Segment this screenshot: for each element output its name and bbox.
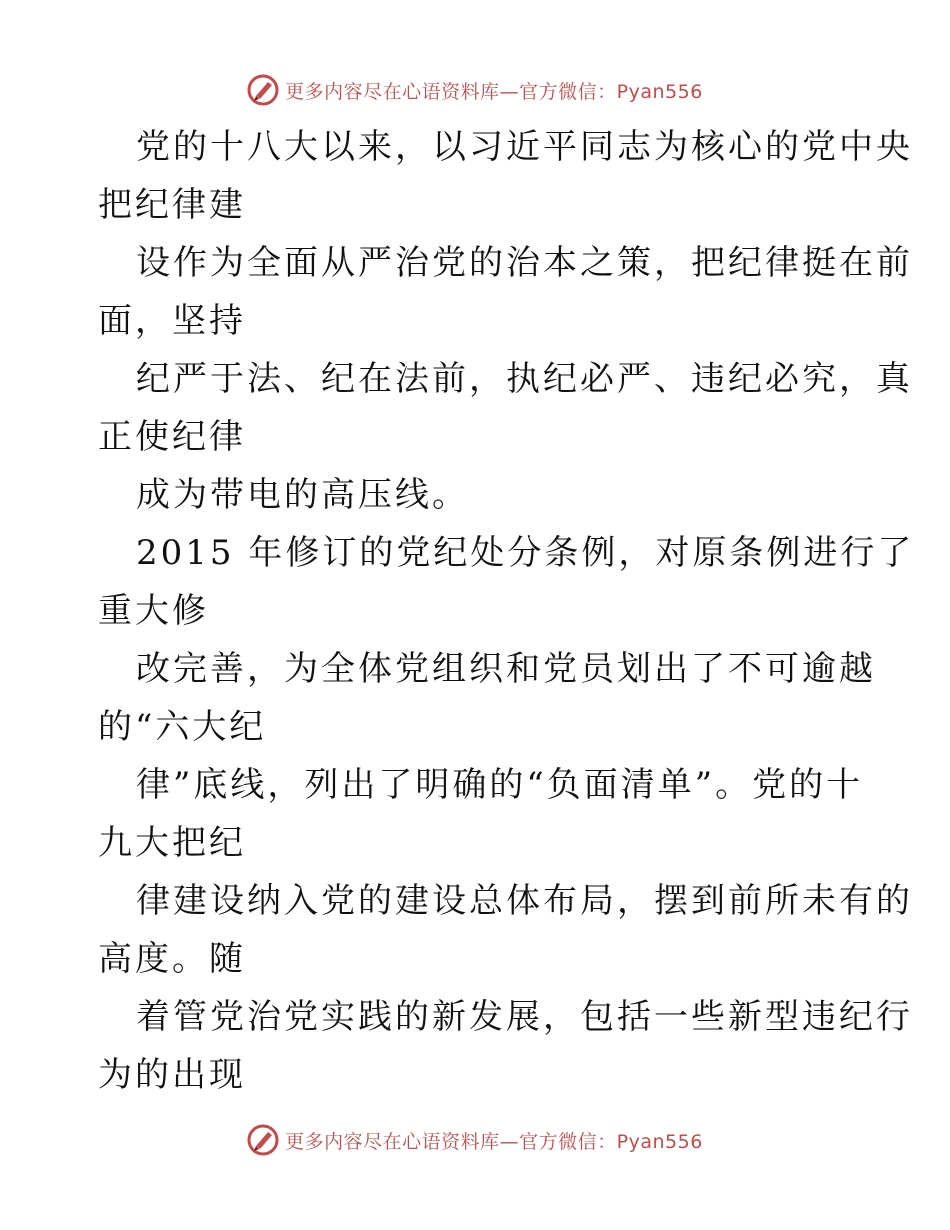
text-line: 的“六大纪 (98, 707, 267, 747)
text-line: 成为带电的高压线。 (136, 475, 469, 515)
text-line: 着管党治党实践的新发展，包括一些新型违纪行 (136, 997, 913, 1037)
text-line: 律建设纳入党的建设总体布局，摆到前所未有的 (136, 881, 913, 921)
text-line: 面，坚持 (98, 301, 246, 341)
text-line: 党的十八大以来，以习近平同志为核心的党中央 (136, 127, 913, 167)
text-line: 高度。随 (98, 939, 246, 979)
text-line: 为的出现 (98, 1055, 246, 1095)
pen-logo-icon (247, 1124, 279, 1156)
watermark-text: 更多内容尽在心语资料库—官方微信：Pyan556 (285, 80, 703, 103)
text-line: 九大把纪 (98, 823, 246, 863)
watermark-text: 更多内容尽在心语资料库—官方微信：Pyan556 (285, 1130, 703, 1153)
pen-logo-icon (247, 74, 279, 106)
text-line: 正使纪律 (98, 417, 246, 457)
text-line: 重大修 (98, 591, 209, 631)
text-line: 纪严于法、纪在法前，执纪必严、违纪必究，真 (136, 359, 913, 399)
header-watermark (0, 70, 950, 110)
text-line: 2015 年修订的党纪处分条例，对原条例进行了 (136, 533, 915, 573)
text-line: 设作为全面从严治党的治本之策，把纪律挺在前 (136, 243, 913, 283)
footer-watermark (0, 1120, 950, 1160)
text-line: 律”底线，列出了明确的“负面清单”。党的十 (136, 765, 864, 805)
text-line: 把纪律建 (98, 185, 246, 225)
text-line: 改完善，为全体党组织和党员划出了不可逾越 (136, 649, 876, 689)
